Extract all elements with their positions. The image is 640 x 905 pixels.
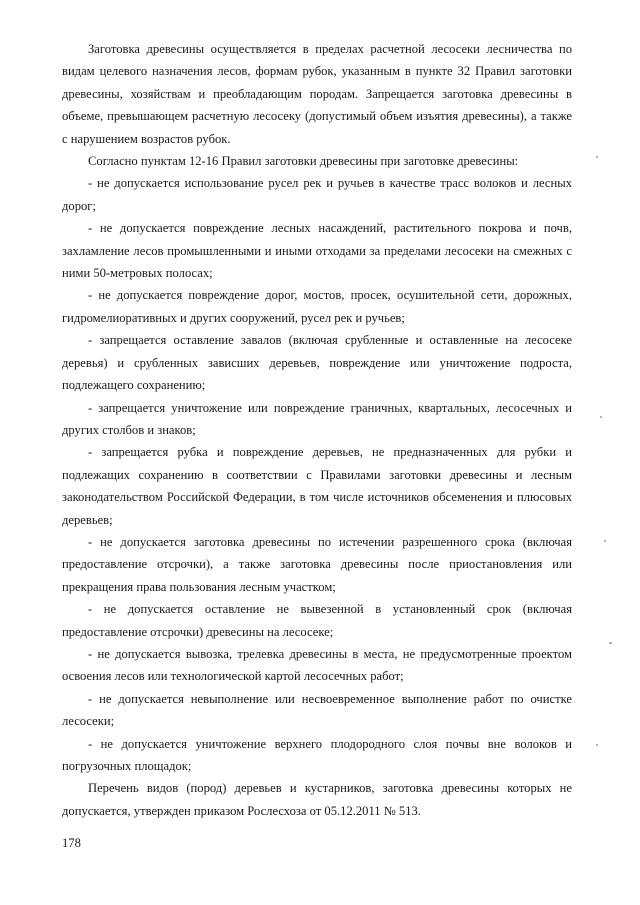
list-item-topsoil: - не допускается уничтожение верхнего плодородного слоя почвы вне волоков и погрузочных площадок; [62,736,572,773]
scan-speck [596,156,598,158]
list-item-blockages: - запрещается оставление завалов (включая срубленные и оставленные на лесосеке деревья) и срубленных зависших деревьев, повреждение или уничтожение подроста, подлежащего сохранению; [62,333,572,393]
scan-speck [609,642,612,644]
list-item-hauling: - не допускается вывозка, трелевка древесины в места, не предусмотренные проектом освоения лесов или технологической картой лесосечных работ; [62,646,572,684]
list-item-boundary-posts: - запрещается уничтожение или повреждение граничных, квартальных, лесосечных и других столбов и знаков; [62,400,572,437]
paragraph-harvest-limits: Заготовка древесины осуществляется в пределах расчетной лесосеки лесничества по видам целевого назначения лесов, формам рубок, указанным в пункте 32 Правил заготовки древесины, хозяйствам и преобладающим породам. Запрещается заготовка древесины в объеме, превышающем расчетную лесосеку (допустимый объем изъятия древесины), а также с нарушением возрастов рубок. [62,42,572,146]
list-item-expired-term: - не допускается заготовка древесины по истечении разрешенного срока (включая предоставление отсрочки), а также заготовка древесины после приостановления или прекращения права пользования лесным участком; [62,534,572,594]
list-item-river-beds: - не допускается использование русел рек и ручьев в качестве трасс волоков и лесных дорог; [62,176,572,213]
list-item-protected-trees: - запрещается рубка и повреждение деревьев, не предназначенных для рубки и подлежащих сохранению в соответствии с Правилами заготовки древесины и лесным законодательством Российской Федерации, в том числе источников обсеменения и плюсовых деревьев; [62,445,572,527]
page-number: 178 [62,836,81,850]
document-body [62,38,572,822]
list-item-forest-damage: - не допускается повреждение лесных насаждений, растительного покрова и почв, захламление лесов промышленными и иными отходами за пределами лесосеки на смежных с ними 50-метровых полосах; [62,221,572,281]
list-item-unremoved-wood: - не допускается оставление не вывезенной в установленный срок (включая предоставление отсрочки) древесины на лесосеке; [62,602,572,639]
scan-speck [600,416,602,418]
scan-speck [596,744,598,746]
paragraph-species-list: Перечень видов (пород) деревьев и кустарников, заготовка древесины которых не допускается, утвержден приказом Рослесхоза от 05.12.2011 № 513. [62,781,572,818]
list-item-road-damage: - не допускается повреждение дорог, мостов, просек, осушительной сети, дорожных, гидромелиоративных и других сооружений, русел рек и ручьев; [62,288,572,325]
list-item-cleanup: - не допускается невыполнение или несвоевременное выполнение работ по очистке лесосеки; [62,691,572,729]
paragraph-rules-intro: Согласно пунктам 12-16 Правил заготовки древесины при заготовке древесины: [88,154,519,169]
scan-speck [604,540,606,542]
